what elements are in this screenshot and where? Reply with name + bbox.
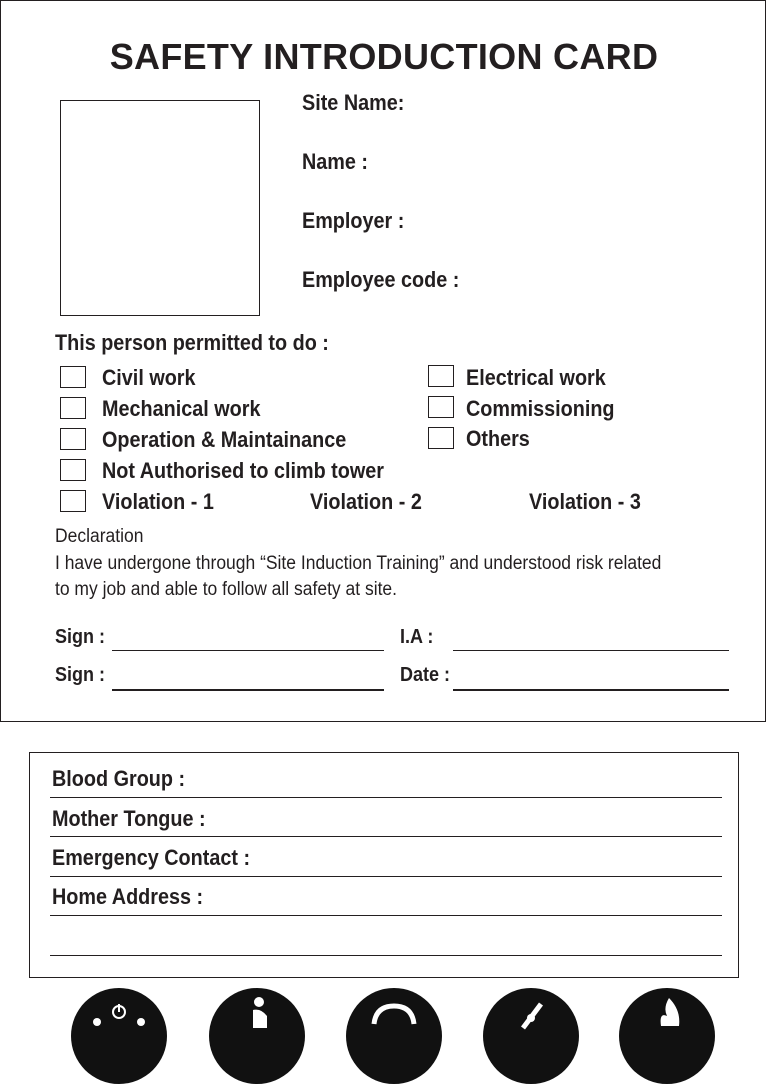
emergency-contact-label: Emergency Contact : (52, 845, 251, 870)
mother-tongue-line[interactable] (50, 836, 722, 837)
card-title: SAFETY INTRODUCTION CARD (109, 36, 659, 77)
civil-work-checkbox[interactable] (60, 366, 86, 388)
no-entry-icon (483, 988, 579, 1084)
site-name-label: Site Name: (302, 90, 405, 115)
helmet-icon (346, 988, 442, 1084)
date-line[interactable] (453, 689, 729, 691)
employee-code-label: Employee code : (302, 267, 460, 292)
emergency-contact-line[interactable] (50, 876, 722, 877)
employer-label: Employer : (302, 208, 405, 233)
power-tool-safety-icon (71, 988, 167, 1084)
mother-tongue-label: Mother Tongue : (52, 806, 206, 831)
declaration-title: Declaration (55, 526, 144, 547)
mechanical-work-label: Mechanical work (102, 396, 261, 421)
sign-line-2[interactable] (112, 689, 384, 691)
violation-3-label: Violation - 3 (529, 489, 641, 514)
ia-line[interactable] (453, 650, 729, 651)
commissioning-label: Commissioning (466, 396, 615, 421)
not-authorised-checkbox[interactable] (60, 459, 86, 481)
fire-icon (619, 988, 715, 1084)
home-address-line-2[interactable] (50, 955, 722, 956)
home-address-line[interactable] (50, 915, 722, 916)
name-label: Name : (302, 149, 369, 174)
declaration-text: I have undergone through “Site Induction Training” and understood risk related to my job and able to follow all safety at site. (55, 553, 662, 600)
permission-heading: This person permitted to do : (55, 330, 329, 355)
violation-checkbox[interactable] (60, 490, 86, 512)
operation-maintainance-label: Operation & Maintainance (102, 427, 347, 452)
violation-2-label: Violation - 2 (310, 489, 422, 514)
operation-maintainance-checkbox[interactable] (60, 428, 86, 450)
electrical-work-checkbox[interactable] (428, 365, 454, 387)
sign-label-1: Sign : (55, 626, 105, 648)
worker-icon (209, 988, 305, 1084)
blood-group-line[interactable] (50, 797, 722, 798)
date-label: Date : (400, 664, 451, 686)
others-checkbox[interactable] (428, 427, 454, 449)
violation-1-label: Violation - 1 (102, 489, 214, 514)
civil-work-label: Civil work (102, 365, 196, 390)
electrical-work-label: Electrical work (466, 365, 606, 390)
mechanical-work-checkbox[interactable] (60, 397, 86, 419)
ia-label: I.A : (400, 626, 434, 648)
not-authorised-label: Not Authorised to climb tower (102, 458, 384, 483)
blood-group-label: Blood Group : (52, 766, 186, 791)
others-label: Others (466, 426, 530, 451)
photo-box[interactable] (60, 100, 260, 316)
home-address-label: Home Address : (52, 884, 204, 909)
sign-line-1[interactable] (112, 650, 384, 651)
commissioning-checkbox[interactable] (428, 396, 454, 418)
sign-label-2: Sign : (55, 664, 105, 686)
